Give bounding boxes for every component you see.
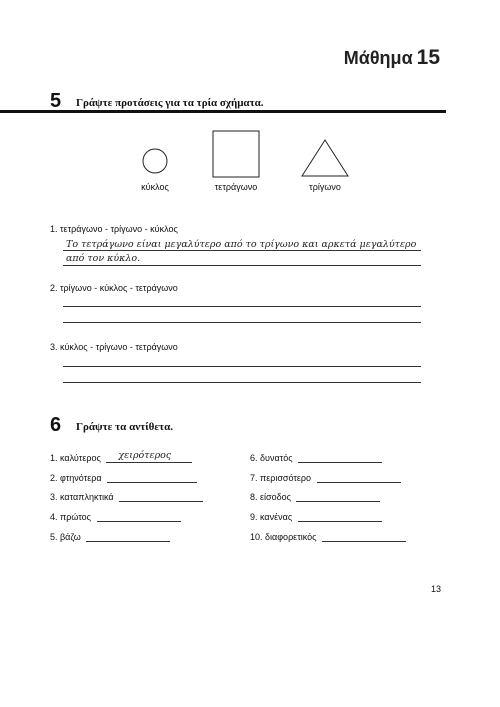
page-number: 13: [431, 584, 442, 594]
opposite-label: 8. είσοδος: [250, 492, 291, 502]
page-header: [0, 40, 500, 76]
exercise-5-number: 5: [50, 90, 62, 112]
answer-blank[interactable]: [119, 491, 203, 502]
circle-icon: [143, 149, 167, 173]
answer-blank[interactable]: [322, 531, 406, 542]
shape-label-square: τετράγωνο: [214, 182, 258, 192]
sentence-prompt-3: 3. κύκλος - τρίγωνο - τετράγωνο: [50, 342, 178, 352]
answer-line[interactable]: [63, 322, 421, 323]
opposite-item-9: [250, 511, 382, 522]
opposite-item-1: [50, 452, 192, 463]
answer-line[interactable]: [63, 366, 421, 367]
answer-line[interactable]: [63, 265, 421, 266]
opposite-label: 4. πρώτος: [50, 512, 92, 522]
opposite-item-3: [50, 491, 203, 502]
exercise-5-instruction: Γράψτε προτάσεις για τα τρία σχήματα.: [76, 97, 264, 109]
answer-blank[interactable]: [107, 472, 197, 483]
opposite-item-10: [250, 531, 406, 542]
triangle-icon: [302, 140, 348, 176]
sentence-answer-1-line-2: από τον κύκλο.: [66, 253, 141, 264]
opposite-item-7: [250, 472, 401, 483]
shapes-figure: [140, 128, 360, 180]
square-icon: [213, 131, 259, 177]
answer-blank[interactable]: [97, 511, 181, 522]
opposite-item-4: [50, 511, 181, 522]
opposite-item-2: [50, 472, 197, 483]
sentence-prompt-2: 2. τρίγωνο - κύκλος - τετράγωνο: [50, 283, 178, 293]
opposite-label: 10. διαφορετικός: [250, 532, 317, 542]
header-rule: [0, 110, 446, 113]
exercise-6-number: 6: [50, 414, 62, 436]
opposite-label: 6. δυνατός: [250, 453, 293, 463]
answer-blank[interactable]: [298, 452, 382, 463]
opposite-answer-1: χειρότερος: [118, 450, 172, 461]
sentence-prompt-1: 1. τετράγωνο - τρίγωνο - κύκλος: [50, 224, 178, 234]
opposite-label: 2. φτηνότερα: [50, 473, 102, 483]
answer-line[interactable]: [63, 306, 421, 307]
sentence-answer-1-line-1: Το τετράγωνο είναι μεγαλύτερο από το τρίγωνο και αρκετά μεγαλύτερο: [66, 239, 417, 250]
opposite-label: 1. καλύτερος: [50, 453, 101, 463]
shape-label-triangle: τρίγωνο: [309, 182, 341, 192]
answer-blank[interactable]: [106, 452, 192, 463]
answer-blank[interactable]: [298, 511, 382, 522]
opposite-label: 3. καταπληκτικά: [50, 492, 114, 502]
lesson-number: 15: [416, 46, 440, 69]
answer-line[interactable]: [63, 382, 421, 383]
opposite-label: 7. περισσότερο: [250, 473, 312, 483]
answer-blank[interactable]: [86, 531, 170, 542]
lesson-word: Μάθημα: [343, 48, 413, 68]
answer-blank[interactable]: [296, 491, 380, 502]
lesson-title: [344, 46, 440, 70]
opposite-item-5: [50, 531, 170, 542]
opposite-item-6: [250, 452, 382, 463]
opposite-item-8: [250, 491, 380, 502]
opposite-label: 5. βάζω: [50, 532, 81, 542]
exercise-6-instruction: Γράψτε τα αντίθετα.: [76, 421, 174, 433]
shape-label-circle: κύκλος: [141, 182, 169, 192]
answer-blank[interactable]: [317, 472, 401, 483]
answer-line[interactable]: [63, 250, 421, 251]
opposite-label: 9. κανένας: [250, 512, 293, 522]
